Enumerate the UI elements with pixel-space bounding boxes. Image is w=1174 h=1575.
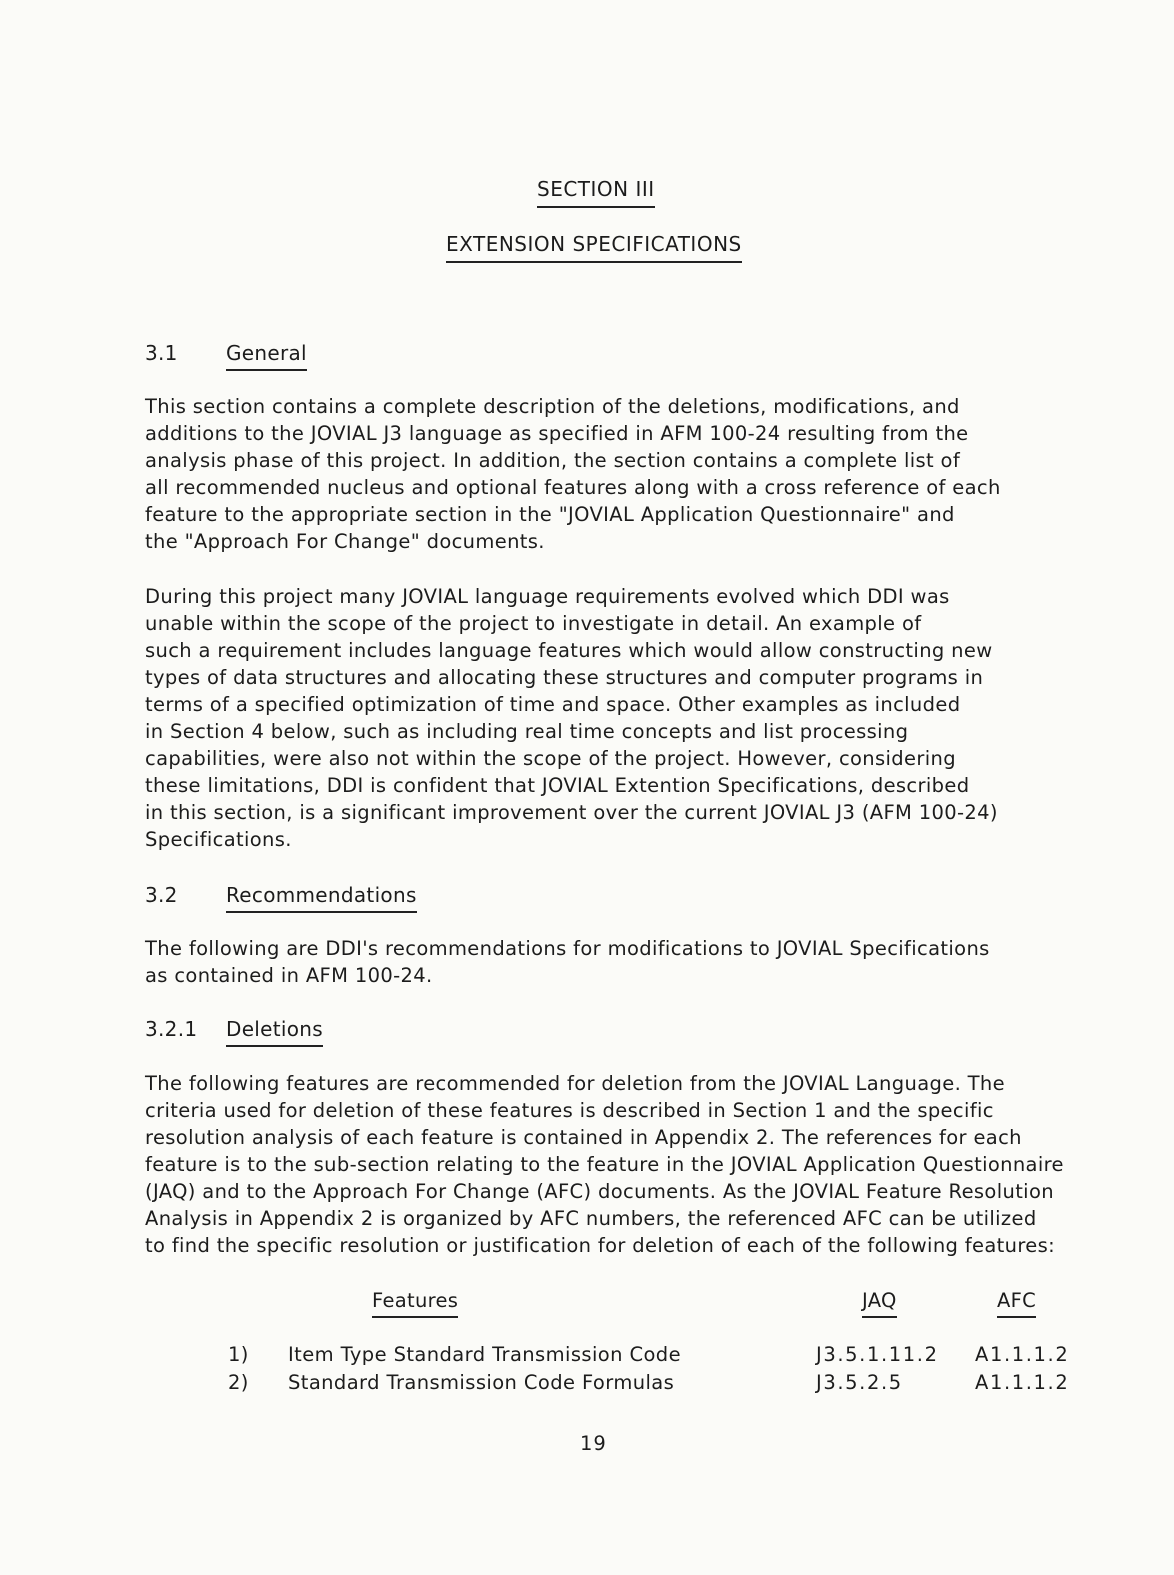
text-line: resolution analysis of each feature is contained in Appendix 2. The references for each: [145, 1126, 1022, 1149]
text-line: (JAQ) and to the Approach For Change (AFC) documents. As the JOVIAL Feature Resolution: [145, 1180, 1054, 1203]
row-jaq: J3.5.2.5: [816, 1371, 903, 1394]
heading-number: 3.2.1: [145, 1017, 198, 1041]
table-row: [0, 1371, 1174, 1399]
row-number: 1): [228, 1343, 249, 1366]
text-line: unable within the scope of the project to investigate in detail. An example of: [145, 612, 922, 635]
row-number: 2): [228, 1371, 249, 1394]
text-line: in Section 4 below, such as including real time concepts and list processing: [145, 720, 909, 743]
row-afc: A1.1.1.2: [975, 1371, 1070, 1394]
heading-3-2: [145, 883, 417, 907]
text-line: to find the specific resolution or justification for deletion of each of the following features:: [145, 1234, 1056, 1257]
text-line: capabilities, were also not within the scope of the project. However, considering: [145, 747, 956, 770]
text-line: types of data structures and allocating these structures and computer programs in: [145, 666, 984, 689]
text-line: additions to the JOVIAL J3 language as specified in AFM 100-24 resulting from the: [145, 422, 969, 445]
table-header-jaq: JAQ: [862, 1289, 897, 1318]
table-row: [0, 1343, 1174, 1371]
row-afc: A1.1.1.2: [975, 1343, 1070, 1366]
text-line: Specifications.: [145, 828, 292, 851]
heading-label: General: [226, 341, 307, 371]
text-line: in this section, is a significant improvement over the current JOVIAL J3 (AFM 100-24): [145, 801, 998, 824]
row-jaq: J3.5.1.11.2: [816, 1343, 939, 1366]
text-line: as contained in AFM 100-24.: [145, 964, 433, 987]
heading-3-1: [145, 341, 307, 365]
row-feature: Standard Transmission Code Formulas: [288, 1371, 675, 1394]
text-line: Analysis in Appendix 2 is organized by AFC numbers, the referenced AFC can be utilized: [145, 1207, 1037, 1230]
heading-label: Deletions: [226, 1017, 323, 1047]
text-line: During this project many JOVIAL language requirements evolved which DDI was: [145, 585, 950, 608]
text-line: analysis phase of this project. In addition, the section contains a complete list of: [145, 449, 961, 472]
text-line: feature to the appropriate section in the "JOVIAL Application Questionnaire" and: [145, 503, 955, 526]
text-line: these limitations, DDI is confident that JOVIAL Extention Specifications, described: [145, 774, 970, 797]
text-line: all recommended nucleus and optional features along with a cross reference of each: [145, 476, 1001, 499]
page-number: 19: [580, 1432, 607, 1455]
text-line: terms of a specified optimization of time and space. Other examples as included: [145, 693, 961, 716]
text-line: This section contains a complete description of the deletions, modifications, and: [145, 395, 960, 418]
paragraph-general-2: [145, 583, 1135, 853]
text-line: The following features are recommended for deletion from the JOVIAL Language. The: [145, 1072, 1005, 1095]
text-line: feature is to the sub-section relating to the feature in the JOVIAL Application Questionnaire: [145, 1153, 1064, 1176]
section-subtitle: EXTENSION SPECIFICATIONS: [446, 232, 742, 263]
text-line: The following are DDI's recommendations for modifications to JOVIAL Specifications: [145, 937, 990, 960]
section-title: SECTION III: [537, 177, 655, 208]
heading-3-2-1: [145, 1017, 323, 1041]
heading-label: Recommendations: [226, 883, 417, 913]
paragraph-deletions: [145, 1070, 1135, 1259]
paragraph-general-1: [145, 393, 1135, 555]
table-header-afc: AFC: [997, 1289, 1036, 1318]
heading-number: 3.2: [145, 883, 178, 907]
heading-number: 3.1: [145, 341, 178, 365]
text-line: such a requirement includes language features which would allow constructing new: [145, 639, 993, 662]
text-line: criteria used for deletion of these features is described in Section 1 and the specific: [145, 1099, 994, 1122]
table-header-features: Features: [372, 1289, 458, 1318]
paragraph-recommendations: [145, 935, 1135, 989]
text-line: the "Approach For Change" documents.: [145, 530, 545, 553]
row-feature: Item Type Standard Transmission Code: [288, 1343, 681, 1366]
